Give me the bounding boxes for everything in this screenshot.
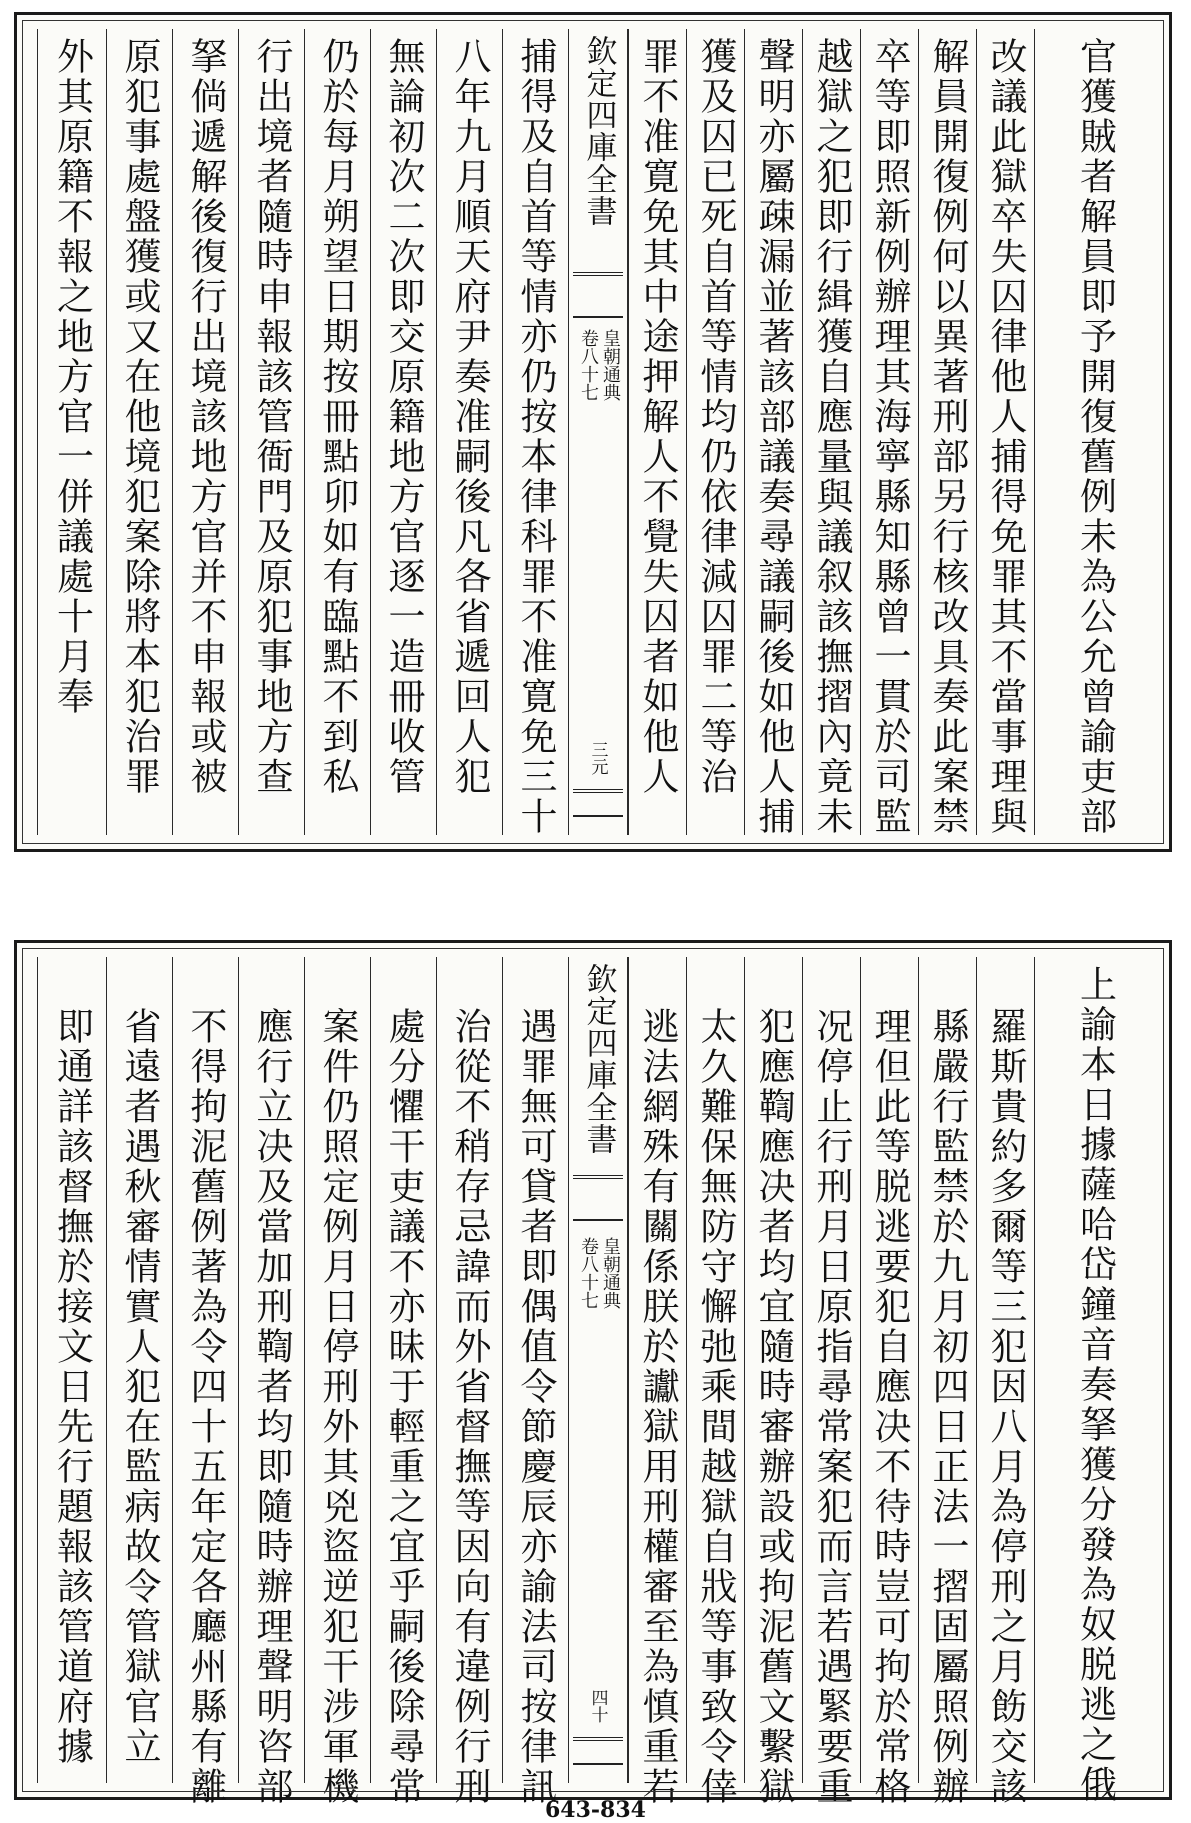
column: [370, 29, 436, 835]
column: [744, 29, 802, 835]
column: [1034, 29, 1155, 835]
column: [37, 29, 106, 835]
column-text: 不得拘泥舊例著為令四十五年定各廳州縣有離: [184, 1007, 227, 1807]
column-text: 改議此獄卒失囚律他人捕得免罪其不當事理與: [984, 37, 1027, 837]
column: [918, 957, 976, 1807]
column: [628, 957, 686, 1807]
column-text: 罪不准寛免其中途押解人不覺失囚者如他人: [636, 37, 679, 797]
book-title: 欽定四庫全書: [580, 963, 617, 1155]
column: [860, 29, 918, 835]
volume-label: 卷八十七: [578, 1237, 599, 1309]
column-text: 獲及囚已死自首等情均仍依律減囚罪二等治: [694, 37, 737, 797]
column: [238, 29, 304, 835]
column: [436, 29, 502, 835]
column: [628, 29, 686, 835]
column-text: 應行立决及當加刑鞫者均即隨時辦理聲明咨部: [250, 1007, 293, 1807]
column-text: 犯應鞫應决者均宜隨時審辦設或拘泥舊文繫獄: [752, 1007, 795, 1807]
column: [502, 29, 568, 835]
column-text: 况停止行刑月日原指尋常案犯而言若遇緊要重: [810, 1007, 853, 1807]
fish-tail-mark-bottom: [573, 1737, 623, 1765]
column-text: 外其原籍不報之地方官一併議處十月奉: [50, 37, 94, 717]
column: [976, 957, 1034, 1807]
column: [106, 957, 172, 1783]
column-text: 即通詳該督撫於接文日先行題報該管道府據: [50, 1007, 94, 1767]
column: [238, 957, 304, 1807]
column: [436, 957, 502, 1807]
column: [172, 957, 238, 1807]
book-subtitle: 皇朝通典: [600, 1237, 621, 1309]
column-text: 拏倘遞解後復行出境該地方官并不申報或被: [184, 37, 227, 797]
column: [304, 957, 370, 1807]
leaf-number: 四十: [587, 1689, 608, 1723]
column: [370, 957, 436, 1807]
column-text: 省遠者遇秋審情實人犯在監病故令管獄官立: [118, 1007, 161, 1767]
column-text: 聲明亦屬疎漏並著該部議奏尋議嗣後如他人捕: [752, 37, 795, 837]
column-text: 無論初次二次即交原籍地方官逐一造冊收管: [382, 37, 425, 797]
column-text: 治從不稍存忌諱而外省督撫等因向有違例行刑: [448, 1007, 491, 1807]
column: [686, 957, 744, 1807]
page-top: [14, 12, 1172, 852]
column: [106, 29, 172, 835]
fish-tail-mark: [573, 1175, 623, 1221]
column: [172, 29, 238, 835]
leaf-number: 三元: [587, 741, 608, 775]
column-text: 原犯事處盤獲或又在他境犯案除將本犯治罪: [118, 37, 161, 797]
column-text: 縣嚴行監禁於九月初四日正法一摺固屬照例辦: [926, 1007, 969, 1807]
column-text: 理但此等脱逃要犯自應决不待時豈可拘於常格: [868, 1007, 911, 1807]
column-text: 太久難保無防守懈弛乘間越獄自戕等事致令倖: [694, 1007, 737, 1807]
column: [686, 29, 744, 835]
column: [918, 29, 976, 835]
volume-label: 卷八十七: [578, 329, 599, 401]
column-text: 仍於每月朔望日期按冊點卯如有臨點不到私: [316, 37, 359, 797]
column: [304, 29, 370, 835]
fish-tail-mark: [573, 272, 623, 318]
center-strip: [568, 957, 628, 1783]
column: [802, 29, 860, 835]
column-text: 越獄之犯即行緝獲自應量與議叙該撫摺內竟未: [810, 37, 853, 837]
fish-tail-mark-bottom: [573, 789, 623, 817]
column-text: 逃法網殊有關係朕於讞獄用刑權審至為慎重若: [636, 1007, 679, 1807]
column-text: 卒等即照新例辦理其海寧縣知縣曾一貫於司監: [868, 37, 911, 837]
column-text: 上諭本日據薩哈岱鐘音奏拏獲分發為奴脱逃之俄: [1073, 965, 1117, 1805]
center-strip: [568, 29, 628, 835]
column-text: 遇罪無可貸者即偶值令節慶辰亦諭法司按律訊: [514, 1007, 557, 1807]
column: [1034, 957, 1155, 1805]
column: [976, 29, 1034, 835]
column-text: 八年九月順天府尹奏准嗣後凡各省遞回人犯: [448, 37, 491, 797]
column: [860, 957, 918, 1807]
column-text: 官獲賊者解員即予開復舊例未為公允曾諭吏部: [1073, 37, 1117, 837]
column: [502, 957, 568, 1807]
column-text: 捕得及自首等情亦仍按本律科罪不准寛免三十: [514, 37, 557, 837]
column-text: 羅斯貴約多爾等三犯因八月為停刑之月飭交該: [984, 1007, 1027, 1807]
book-title: 欽定四庫全書: [580, 35, 617, 227]
page-bottom: [14, 940, 1172, 1807]
column-text: 案件仍照定例月日停刑外其兇盜逆犯干涉軍機: [316, 1007, 359, 1807]
column: [802, 957, 860, 1807]
column: [37, 957, 106, 1783]
column: [744, 957, 802, 1807]
column-text: 行出境者隨時申報該管衙門及原犯事地方查: [250, 37, 293, 797]
column-text: 處分懼干吏議不亦昧于輕重之宜乎嗣後除尋常: [382, 1007, 425, 1807]
column-text: 解員開復例何以異著刑部另行核改具奏此案禁: [926, 37, 969, 837]
page-identifier: 643-834: [545, 1797, 646, 1823]
book-subtitle: 皇朝通典: [600, 329, 621, 401]
